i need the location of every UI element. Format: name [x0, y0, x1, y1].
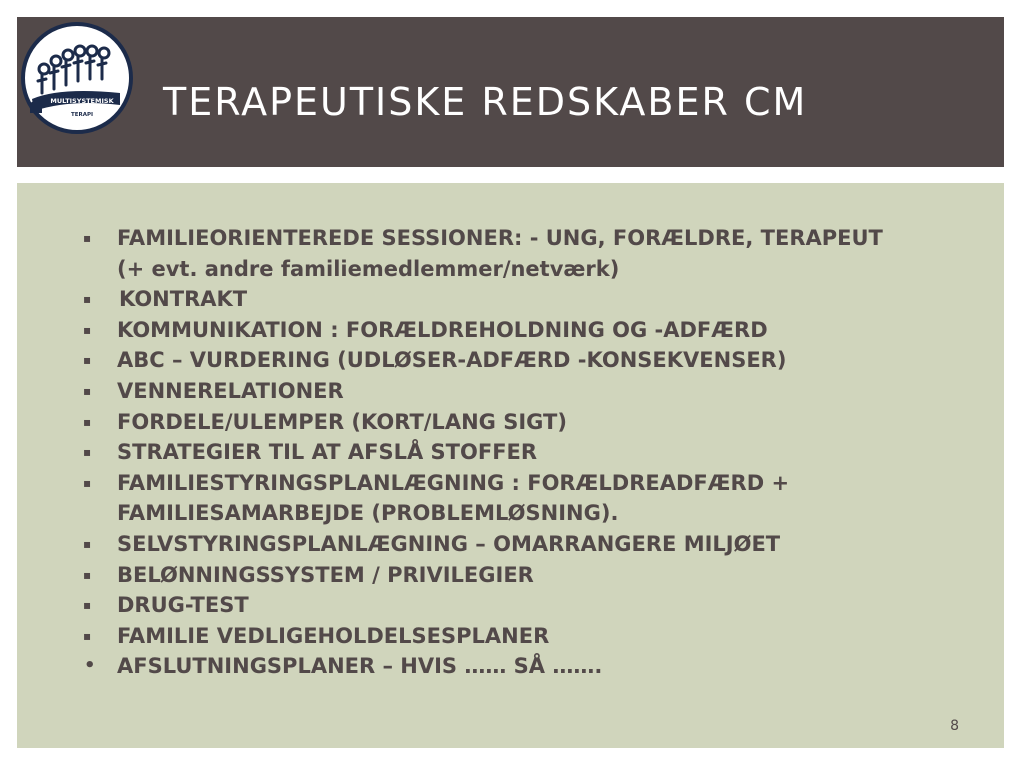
round-bullet-icon: •	[84, 655, 96, 677]
square-bullet-icon: ▪	[83, 383, 92, 398]
slide-title: TERAPEUTISKE REDSKABER CM	[163, 80, 808, 124]
bullet-text: FAMILIEORIENTEREDE SESSIONER: - UNG, FORÆLDRE, TERAPEUT (+ evt. andre familiemedlemmer/netværk)	[117, 226, 883, 281]
list-item	[17, 345, 1004, 376]
list-item	[17, 651, 1004, 682]
svg-text:TERAPI: TERAPI	[70, 112, 94, 118]
bullet-text: DRUG-TEST	[117, 593, 249, 618]
multisystemisk-terapi-logo	[20, 21, 134, 135]
square-bullet-icon: ▪	[83, 536, 92, 551]
bullet-text: BELØNNINGSSYSTEM / PRIVILEGIER	[117, 562, 534, 587]
bullet-text: SELVSTYRINGSPLANLÆGNING – OMARRANGERE MILJØET	[117, 531, 781, 556]
list-item	[17, 223, 1004, 284]
list-item	[17, 560, 1004, 591]
list-item	[17, 621, 1004, 652]
square-bullet-icon: ▪	[83, 322, 92, 337]
square-bullet-icon: ▪	[83, 598, 92, 613]
page-number: 8	[950, 718, 959, 734]
bullet-text: FAMILIESTYRINGSPLANLÆGNING : FORÆLDREADFÆRD + FAMILIESAMARBEJDE (PROBLEMLØSNING).	[117, 470, 790, 526]
list-item	[17, 315, 1004, 346]
bullet-list	[17, 223, 1004, 682]
list-item	[17, 437, 1004, 468]
bullet-text: AFSLUTNINGSPLANER – HVIS …… SÅ …….	[117, 654, 603, 679]
bullet-text: ABC – VURDERING (UDLØSER-ADFÆRD -KONSEKVENSER)	[117, 348, 787, 373]
bullet-text: FAMILIE VEDLIGEHOLDELSESPLANER	[117, 623, 550, 648]
list-item	[17, 468, 1004, 529]
title-bar	[17, 17, 1004, 167]
list-item	[17, 407, 1004, 438]
list-item	[17, 590, 1004, 621]
square-bullet-icon: ▪	[83, 445, 92, 460]
square-bullet-icon: ▪	[83, 231, 92, 245]
square-bullet-icon: ▪	[83, 414, 92, 429]
bullet-text: KOMMUNIKATION : FORÆLDREHOLDNING OG -ADFÆRD	[117, 317, 768, 342]
square-bullet-icon: ▪	[83, 475, 92, 490]
square-bullet-icon: ▪	[83, 292, 92, 307]
square-bullet-icon: ▪	[83, 628, 92, 643]
content-panel	[17, 183, 1004, 748]
square-bullet-icon: ▪	[83, 567, 92, 582]
bullet-text: FORDELE/ULEMPER (KORT/LANG SIGT)	[117, 409, 567, 434]
square-bullet-icon: ▪	[83, 353, 92, 368]
list-item	[17, 376, 1004, 407]
bullet-text: STRATEGIER TIL AT AFSLÅ STOFFER	[117, 440, 538, 465]
list-item	[17, 284, 1004, 315]
bullet-text: VENNERELATIONER	[117, 378, 344, 403]
list-item	[17, 529, 1004, 560]
bullet-text: KONTRAKT	[119, 287, 248, 312]
svg-text:MULTISYSTEMISK: MULTISYSTEMISK	[50, 97, 114, 105]
